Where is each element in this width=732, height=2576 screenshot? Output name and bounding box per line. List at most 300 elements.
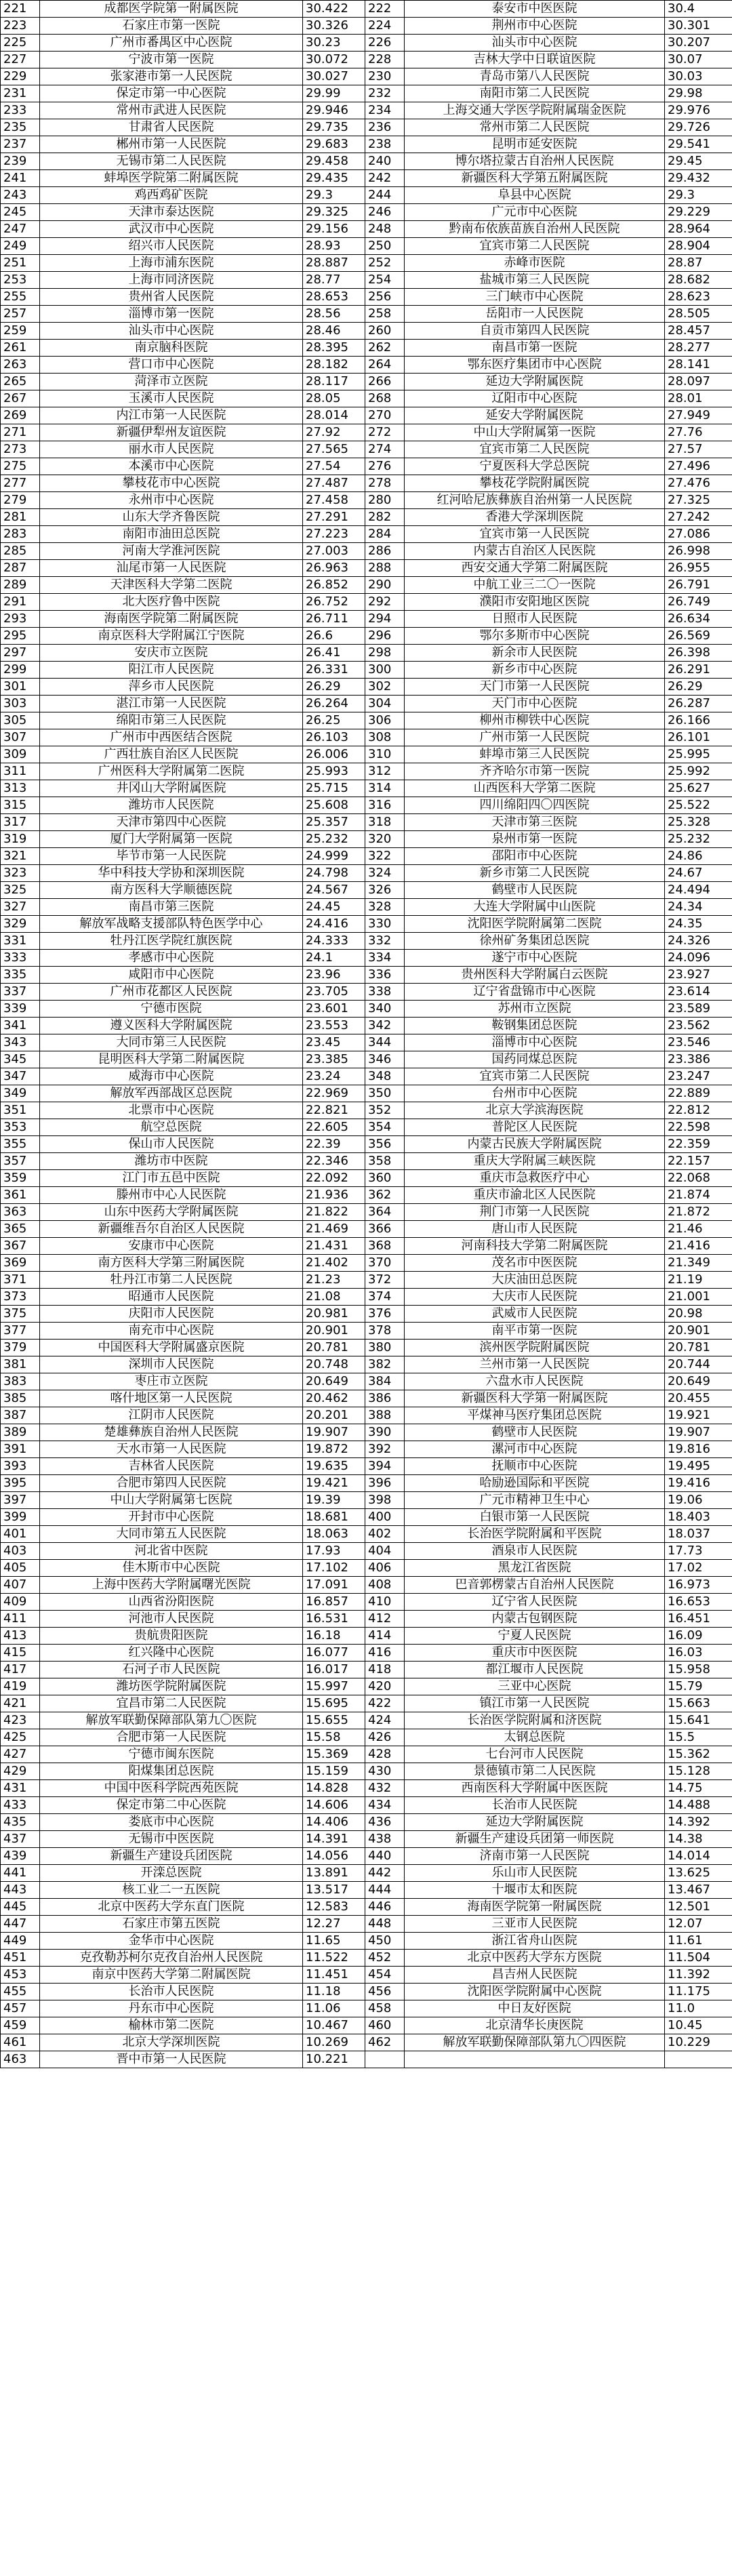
score-cell: 29.946 — [303, 102, 365, 119]
hospital-name-cell: 齐齐哈尔市第一医院 — [405, 763, 665, 780]
rank-cell: 328 — [365, 899, 405, 916]
table-row — [1, 577, 732, 594]
rank-cell: 326 — [365, 882, 405, 899]
table-row — [1, 1475, 732, 1492]
score-cell: 21.936 — [303, 1187, 365, 1204]
hospital-name-cell: 滨州医学院附属医院 — [405, 1340, 665, 1356]
table-row — [1, 1933, 732, 1950]
hospital-name-cell: 重庆市中医医院 — [405, 1645, 665, 1662]
score-cell: 17.93 — [303, 1543, 365, 1560]
rank-cell: 344 — [365, 1034, 405, 1051]
hospital-name-cell: 解放军战略支援部队特色医学中心 — [40, 916, 303, 933]
rank-cell: 325 — [1, 882, 40, 899]
table-row — [1, 662, 732, 679]
rank-cell: 228 — [365, 52, 405, 68]
score-cell: 16.857 — [303, 1594, 365, 1611]
score-cell: 14.406 — [303, 1814, 365, 1831]
table-row — [1, 2034, 732, 2051]
hospital-name-cell: 辽阳市中心医院 — [405, 390, 665, 407]
hospital-name-cell: 广元市精神卫生中心 — [405, 1492, 665, 1509]
score-cell: 21.469 — [303, 1221, 365, 1238]
rank-cell: 245 — [1, 204, 40, 221]
rank-cell: 327 — [1, 899, 40, 916]
hospital-name-cell: 深圳市人民医院 — [40, 1356, 303, 1373]
score-cell: 26.287 — [665, 696, 732, 712]
rank-cell: 292 — [365, 594, 405, 611]
hospital-name-cell: 上海市同济医院 — [40, 272, 303, 289]
hospital-name-cell: 北京大学深圳医院 — [40, 2034, 303, 2051]
rank-cell: 399 — [1, 1509, 40, 1526]
rank-cell: 244 — [365, 187, 405, 204]
hospital-name-cell: 营口市中心医院 — [40, 357, 303, 374]
score-cell: 29.45 — [665, 153, 732, 170]
rank-cell: 414 — [365, 1628, 405, 1645]
hospital-name-cell: 蚌埠市第三人民医院 — [405, 746, 665, 763]
rank-cell: 365 — [1, 1221, 40, 1238]
rank-cell: 333 — [1, 950, 40, 967]
score-cell: 27.325 — [665, 492, 732, 509]
rank-cell: 277 — [1, 475, 40, 492]
rank-cell: 262 — [365, 340, 405, 357]
hospital-name-cell: 西南医科大学附属中医医院 — [405, 1780, 665, 1797]
rank-cell: 305 — [1, 712, 40, 729]
score-cell: 27.291 — [303, 509, 365, 526]
rank-cell: 389 — [1, 1424, 40, 1441]
score-cell: 26.006 — [303, 746, 365, 763]
hospital-name-cell: 都江堰市人民医院 — [405, 1662, 665, 1678]
score-cell: 14.056 — [303, 1848, 365, 1865]
rank-cell: 269 — [1, 407, 40, 424]
rank-cell: 417 — [1, 1662, 40, 1678]
hospital-name-cell: 南昌市第三医院 — [40, 899, 303, 916]
score-cell: 15.79 — [665, 1678, 732, 1695]
table-row — [1, 712, 732, 729]
score-cell: 23.386 — [665, 1051, 732, 1068]
score-cell: 23.927 — [665, 967, 732, 984]
hospital-name-cell: 绍兴市人民医院 — [40, 238, 303, 255]
score-cell: 22.605 — [303, 1119, 365, 1136]
rank-cell: 436 — [365, 1814, 405, 1831]
score-cell: 22.821 — [303, 1102, 365, 1119]
table-row — [1, 1882, 732, 1899]
score-cell: 26.398 — [665, 645, 732, 662]
score-cell: 14.014 — [665, 1848, 732, 1865]
score-cell: 29.435 — [303, 170, 365, 187]
rank-cell: 432 — [365, 1780, 405, 1797]
rank-cell: 341 — [1, 1018, 40, 1034]
hospital-name-cell: 解放军联勤保障部队第九〇医院 — [40, 1712, 303, 1729]
rank-cell: 340 — [365, 1001, 405, 1018]
rank-cell: 401 — [1, 1526, 40, 1543]
hospital-name-cell: 邵阳市中心医院 — [405, 848, 665, 865]
rank-cell: 381 — [1, 1356, 40, 1373]
score-cell: 11.61 — [665, 1933, 732, 1950]
score-cell: 15.5 — [665, 1729, 732, 1746]
score-cell: 16.531 — [303, 1611, 365, 1628]
score-cell: 21.001 — [665, 1289, 732, 1306]
rank-cell: 237 — [1, 136, 40, 153]
score-cell: 24.326 — [665, 933, 732, 950]
table-row — [1, 1746, 732, 1763]
hospital-name-cell: 青岛市第八人民医院 — [405, 68, 665, 85]
rank-cell: 233 — [1, 102, 40, 119]
hospital-name-cell: 三门峡市中心医院 — [405, 289, 665, 306]
hospital-name-cell: 内蒙古自治区人民医院 — [405, 543, 665, 560]
score-cell: 23.601 — [303, 1001, 365, 1018]
hospital-name-cell: 唐山市人民医院 — [405, 1221, 665, 1238]
score-cell: 29.683 — [303, 136, 365, 153]
table-row — [1, 611, 732, 628]
hospital-name-cell: 潍坊医学院附属医院 — [40, 1678, 303, 1695]
table-row — [1, 102, 732, 119]
rank-cell: 408 — [365, 1577, 405, 1594]
score-cell: 24.1 — [303, 950, 365, 967]
rank-cell: 460 — [365, 2017, 405, 2034]
score-cell: 26.963 — [303, 560, 365, 577]
rank-cell: 380 — [365, 1340, 405, 1356]
hospital-name-cell: 河南大学淮河医院 — [40, 543, 303, 560]
hospital-name-cell: 上海交通大学医学院附属瑞金医院 — [405, 102, 665, 119]
score-cell: 22.068 — [665, 1170, 732, 1187]
rank-cell: 407 — [1, 1577, 40, 1594]
hospital-name-cell: 上海市浦东医院 — [40, 255, 303, 272]
score-cell: 15.159 — [303, 1763, 365, 1780]
rank-cell: 254 — [365, 272, 405, 289]
rank-cell: 261 — [1, 340, 40, 357]
score-cell: 23.96 — [303, 967, 365, 984]
table-row — [1, 1323, 732, 1340]
rank-cell: 283 — [1, 526, 40, 543]
rank-cell: 301 — [1, 679, 40, 696]
hospital-name-cell: 鄂尔多斯市中心医院 — [405, 628, 665, 645]
rank-cell: 450 — [365, 1933, 405, 1950]
score-cell: 18.063 — [303, 1526, 365, 1543]
hospital-name-cell: 普陀区人民医院 — [405, 1119, 665, 1136]
score-cell: 13.891 — [303, 1865, 365, 1882]
rank-cell: 375 — [1, 1306, 40, 1323]
hospital-name-cell: 保定市第一中心医院 — [40, 85, 303, 102]
hospital-name-cell: 楚雄彝族自治州人民医院 — [40, 1424, 303, 1441]
score-cell: 19.907 — [665, 1424, 732, 1441]
rank-cell: 238 — [365, 136, 405, 153]
hospital-name-cell: 南京中医药大学第二附属医院 — [40, 1967, 303, 1984]
score-cell: 21.08 — [303, 1289, 365, 1306]
score-cell: 26.634 — [665, 611, 732, 628]
score-cell: 11.175 — [665, 1984, 732, 2000]
score-cell: 22.346 — [303, 1153, 365, 1170]
score-cell: 26.101 — [665, 729, 732, 746]
score-cell: 26.955 — [665, 560, 732, 577]
rank-cell: 265 — [1, 374, 40, 390]
rank-cell: 377 — [1, 1323, 40, 1340]
hospital-name-cell: 天门市第一人民医院 — [405, 679, 665, 696]
hospital-name-cell: 张家港市第一人民医院 — [40, 68, 303, 85]
score-cell — [665, 2051, 732, 2068]
table-row — [1, 1509, 732, 1526]
table-row — [1, 475, 732, 492]
hospital-name-cell: 常州市武进人民医院 — [40, 102, 303, 119]
hospital-name-cell: 玉溪市人民医院 — [40, 390, 303, 407]
rank-cell: 426 — [365, 1729, 405, 1746]
rank-cell: 268 — [365, 390, 405, 407]
hospital-name-cell: 阜县中心医院 — [405, 187, 665, 204]
rank-cell: 390 — [365, 1424, 405, 1441]
rank-cell: 371 — [1, 1272, 40, 1289]
rank-cell: 404 — [365, 1543, 405, 1560]
score-cell: 29.458 — [303, 153, 365, 170]
table-row — [1, 628, 732, 645]
score-cell: 10.221 — [303, 2051, 365, 2068]
table-row — [1, 1255, 732, 1272]
score-cell: 20.781 — [303, 1340, 365, 1356]
hospital-name-cell: 自贡市第四人民医院 — [405, 323, 665, 340]
table-row — [1, 1729, 732, 1746]
hospital-name-cell: 丽水市人民医院 — [40, 441, 303, 458]
table-body — [1, 1, 732, 2068]
rank-cell: 229 — [1, 68, 40, 85]
rank-cell: 226 — [365, 35, 405, 52]
rank-cell: 246 — [365, 204, 405, 221]
rank-cell: 457 — [1, 2000, 40, 2017]
rank-cell: 350 — [365, 1085, 405, 1102]
score-cell: 30.027 — [303, 68, 365, 85]
score-cell: 26.291 — [665, 662, 732, 679]
score-cell: 25.232 — [665, 831, 732, 848]
score-cell: 19.635 — [303, 1458, 365, 1475]
score-cell: 23.614 — [665, 984, 732, 1001]
table-row — [1, 85, 732, 102]
rank-cell: 230 — [365, 68, 405, 85]
table-row — [1, 1695, 732, 1712]
rank-cell: 264 — [365, 357, 405, 374]
table-row — [1, 1407, 732, 1424]
score-cell: 26.331 — [303, 662, 365, 679]
table-row — [1, 1102, 732, 1119]
hospital-name-cell: 景德镇市第二人民医院 — [405, 1763, 665, 1780]
score-cell: 22.157 — [665, 1153, 732, 1170]
hospital-name-cell: 大连大学附属中山医院 — [405, 899, 665, 916]
rank-cell: 306 — [365, 712, 405, 729]
hospital-name-cell: 黔南布依族苗族自治州人民医院 — [405, 221, 665, 238]
hospital-name-cell: 广元市中心医院 — [405, 204, 665, 221]
hospital-name-cell: 广州医科大学附属第二医院 — [40, 763, 303, 780]
table-row — [1, 441, 732, 458]
score-cell: 13.625 — [665, 1865, 732, 1882]
score-cell: 28.182 — [303, 357, 365, 374]
rank-cell: 241 — [1, 170, 40, 187]
hospital-name-cell: 广州市番禺区中心医院 — [40, 35, 303, 52]
score-cell: 15.362 — [665, 1746, 732, 1763]
rank-cell: 418 — [365, 1662, 405, 1678]
table-row — [1, 1, 732, 18]
rank-cell: 239 — [1, 153, 40, 170]
score-cell: 28.505 — [665, 306, 732, 323]
table-row — [1, 136, 732, 153]
hospital-name-cell: 保山市人民医院 — [40, 1136, 303, 1153]
hospital-name-cell: 本溪市中心医院 — [40, 458, 303, 475]
table-row — [1, 933, 732, 950]
score-cell: 29.541 — [665, 136, 732, 153]
rank-cell: 462 — [365, 2034, 405, 2051]
score-cell: 28.56 — [303, 306, 365, 323]
score-cell: 23.589 — [665, 1001, 732, 1018]
rank-cell: 364 — [365, 1204, 405, 1221]
table-row — [1, 306, 732, 323]
rank-cell: 406 — [365, 1560, 405, 1577]
hospital-name-cell: 山东大学齐鲁医院 — [40, 509, 303, 526]
hospital-name-cell: 贵州省人民医院 — [40, 289, 303, 306]
hospital-name-cell: 广州市第一人民医院 — [405, 729, 665, 746]
rank-cell: 272 — [365, 424, 405, 441]
table-row — [1, 1289, 732, 1306]
hospital-name-cell: 苏州市立医院 — [405, 1001, 665, 1018]
rank-cell: 363 — [1, 1204, 40, 1221]
score-cell: 20.649 — [303, 1373, 365, 1390]
rank-cell: 456 — [365, 1984, 405, 2000]
score-cell: 28.46 — [303, 323, 365, 340]
rank-cell: 295 — [1, 628, 40, 645]
rank-cell: 259 — [1, 323, 40, 340]
rank-cell: 293 — [1, 611, 40, 628]
hospital-name-cell: 十堰市太和医院 — [405, 1882, 665, 1899]
score-cell: 14.38 — [665, 1831, 732, 1848]
table-row — [1, 1780, 732, 1797]
score-cell: 24.567 — [303, 882, 365, 899]
hospital-name-cell: 滕州市中心人民医院 — [40, 1187, 303, 1204]
rank-cell: 236 — [365, 119, 405, 136]
rank-cell: 243 — [1, 187, 40, 204]
score-cell: 29.3 — [303, 187, 365, 204]
table-row — [1, 729, 732, 746]
rank-cell: 323 — [1, 865, 40, 882]
score-cell: 24.416 — [303, 916, 365, 933]
table-row — [1, 1611, 732, 1628]
rank-cell: 358 — [365, 1153, 405, 1170]
hospital-name-cell: 国药同煤总医院 — [405, 1051, 665, 1068]
rank-cell: 430 — [365, 1763, 405, 1780]
hospital-name-cell: 大庆油田总医院 — [405, 1272, 665, 1289]
hospital-name-cell: 鹤壁市人民医院 — [405, 1424, 665, 1441]
hospital-name-cell: 宜昌市第二人民医院 — [40, 1695, 303, 1712]
rank-cell: 267 — [1, 390, 40, 407]
table-row — [1, 763, 732, 780]
hospital-name-cell: 广州市花都区人民医院 — [40, 984, 303, 1001]
rank-cell: 335 — [1, 967, 40, 984]
hospital-name-cell: 酒泉市人民医院 — [405, 1543, 665, 1560]
score-cell: 23.247 — [665, 1068, 732, 1085]
rank-cell: 378 — [365, 1323, 405, 1340]
score-cell: 26.711 — [303, 611, 365, 628]
hospital-name-cell: 威海市中心医院 — [40, 1068, 303, 1085]
rank-cell: 232 — [365, 85, 405, 102]
hospital-name-cell: 巴音郭楞蒙古自治州人民医院 — [405, 1577, 665, 1594]
rank-cell: 276 — [365, 458, 405, 475]
rank-cell: 291 — [1, 594, 40, 611]
table-row — [1, 1560, 732, 1577]
score-cell: 14.391 — [303, 1831, 365, 1848]
hospital-name-cell: 长治市人民医院 — [40, 1984, 303, 2000]
rank-cell: 357 — [1, 1153, 40, 1170]
score-cell: 16.03 — [665, 1645, 732, 1662]
hospital-name-cell — [405, 2051, 665, 2068]
hospital-name-cell: 无锡市第二人民医院 — [40, 153, 303, 170]
rank-cell: 339 — [1, 1001, 40, 1018]
hospital-name-cell: 南阳市油田总医院 — [40, 526, 303, 543]
table-row — [1, 1170, 732, 1187]
rank-cell: 463 — [1, 2051, 40, 2068]
score-cell: 27.487 — [303, 475, 365, 492]
rank-cell: 413 — [1, 1628, 40, 1645]
hospital-name-cell: 柳州市柳铁中心医院 — [405, 712, 665, 729]
rank-cell: 427 — [1, 1746, 40, 1763]
hospital-name-cell: 鹤壁市人民医院 — [405, 882, 665, 899]
rank-cell: 347 — [1, 1068, 40, 1085]
rank-cell: 266 — [365, 374, 405, 390]
hospital-name-cell: 庆阳市人民医院 — [40, 1306, 303, 1323]
hospital-name-cell: 岳阳市一人民医院 — [405, 306, 665, 323]
hospital-name-cell: 淄博市中心医院 — [405, 1034, 665, 1051]
score-cell: 19.907 — [303, 1424, 365, 1441]
hospital-name-cell: 泉州市第一医院 — [405, 831, 665, 848]
rank-cell: 452 — [365, 1950, 405, 1967]
score-cell: 12.583 — [303, 1899, 365, 1916]
score-cell: 27.086 — [665, 526, 732, 543]
score-cell: 25.992 — [665, 763, 732, 780]
hospital-name-cell: 吉林省人民医院 — [40, 1458, 303, 1475]
hospital-name-cell: 攀枝花学院附属医院 — [405, 475, 665, 492]
rank-cell: 224 — [365, 18, 405, 35]
hospital-name-cell: 漯河市中心医院 — [405, 1441, 665, 1458]
hospital-name-cell: 香港大学深圳医院 — [405, 509, 665, 526]
rank-cell: 296 — [365, 628, 405, 645]
table-row — [1, 390, 732, 407]
rank-cell: 405 — [1, 1560, 40, 1577]
rank-cell: 240 — [365, 153, 405, 170]
score-cell: 17.102 — [303, 1560, 365, 1577]
table-row — [1, 35, 732, 52]
score-cell: 24.67 — [665, 865, 732, 882]
hospital-name-cell: 太钢总医院 — [405, 1729, 665, 1746]
score-cell: 11.451 — [303, 1967, 365, 1984]
hospital-name-cell: 红河哈尼族彝族自治州第一人民医院 — [405, 492, 665, 509]
hospital-name-cell: 长治市人民医院 — [405, 1797, 665, 1814]
score-cell: 12.27 — [303, 1916, 365, 1933]
score-cell: 28.457 — [665, 323, 732, 340]
hospital-name-cell: 武汉市中心医院 — [40, 221, 303, 238]
score-cell: 15.58 — [303, 1729, 365, 1746]
hospital-name-cell: 鸡西鸡矿医院 — [40, 187, 303, 204]
rank-cell: 298 — [365, 645, 405, 662]
hospital-name-cell: 石家庄市第一医院 — [40, 18, 303, 35]
table-row — [1, 899, 732, 916]
score-cell: 28.653 — [303, 289, 365, 306]
table-row — [1, 1662, 732, 1678]
rank-cell: 334 — [365, 950, 405, 967]
table-row — [1, 1085, 732, 1102]
rank-cell: 263 — [1, 357, 40, 374]
rank-cell: 355 — [1, 1136, 40, 1153]
score-cell: 19.921 — [665, 1407, 732, 1424]
rank-cell: 391 — [1, 1441, 40, 1458]
rank-cell: 297 — [1, 645, 40, 662]
score-cell: 27.458 — [303, 492, 365, 509]
hospital-name-cell: 延边大学附属医院 — [405, 1814, 665, 1831]
table-row — [1, 1577, 732, 1594]
hospital-name-cell: 汕尾市第一人民医院 — [40, 560, 303, 577]
hospital-name-cell: 昆明医科大学第二附属医院 — [40, 1051, 303, 1068]
hospital-name-cell: 晋中市第一人民医院 — [40, 2051, 303, 2068]
hospital-name-cell: 安康市中心医院 — [40, 1238, 303, 1255]
